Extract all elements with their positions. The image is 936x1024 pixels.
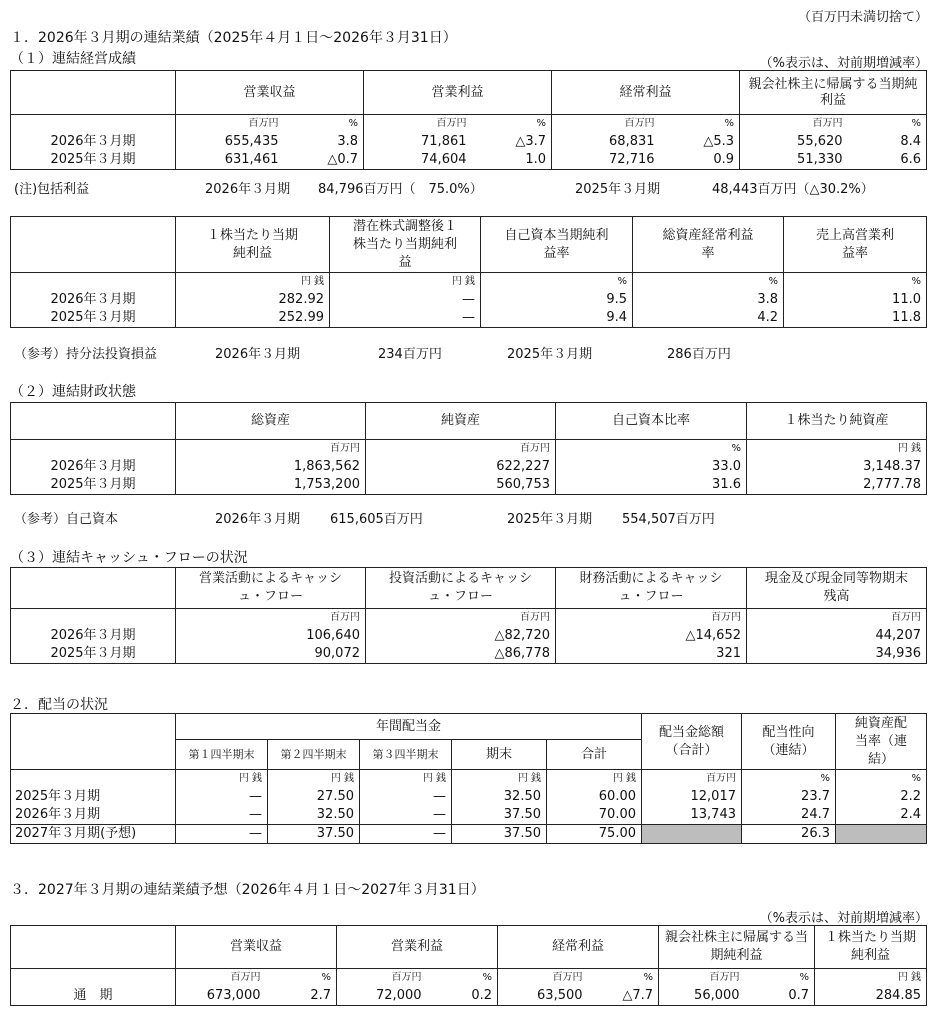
unit-cell: % xyxy=(836,770,927,789)
value-cell: 2,777.78 xyxy=(747,476,927,495)
forecast-title: ３．2027年３月期の連結業績予想（2026年４月１日～2027年３月31日） xyxy=(10,882,485,898)
unit-cell: 百万円 xyxy=(176,440,366,459)
value-cell: — xyxy=(176,788,268,806)
header-total-dividends: 配当金総額（合計） xyxy=(642,714,742,770)
header-equity-ratio: 自己資本比率 xyxy=(556,403,747,440)
value-cell: — xyxy=(360,825,452,844)
value-cell: 32.50 xyxy=(452,788,547,806)
row-label: 2025年３月期 xyxy=(11,788,176,806)
unit-cell: 百万円 xyxy=(366,440,556,459)
header-roa: 総資産経常利益率 xyxy=(633,217,784,273)
header-eps: １株当たり当期純利益 xyxy=(815,926,927,969)
header-net-income: 親会社株主に帰属する当期純利益 xyxy=(740,71,927,115)
unit-cell: 百万円 xyxy=(366,609,556,628)
value-cell: — xyxy=(330,309,481,328)
header-operating-revenue: 営業収益 xyxy=(176,71,364,115)
note-value-current: 615,605百万円 xyxy=(330,512,423,527)
shaded-cell xyxy=(642,825,742,844)
value-cell: 70.00 xyxy=(547,806,642,825)
row-label: 2025年３月期 xyxy=(11,151,176,170)
header-net-income: 親会社株主に帰属する当期純利益 xyxy=(659,926,815,969)
value-cell: 9.4 xyxy=(481,309,633,328)
note-value-prior: 554,507百万円 xyxy=(622,512,715,527)
value-cell: 74,604 xyxy=(364,151,472,170)
value-cell: 2.4 xyxy=(836,806,927,825)
value-cell: 9.5 xyxy=(481,291,633,309)
note-period-current: 2026年３月期 xyxy=(215,512,301,527)
value-cell: 68,831 xyxy=(609,134,655,149)
value-cell: 6.6 xyxy=(848,151,927,170)
value-cell: 11.8 xyxy=(784,309,927,328)
value-cell: 284.85 xyxy=(815,987,927,1006)
unit-cell: % xyxy=(481,273,633,292)
value-cell: 33.0 xyxy=(556,458,747,476)
row-label: 2025年３月期 xyxy=(11,309,176,328)
header-ordinary-profit: 経常利益 xyxy=(552,71,740,115)
label-cell xyxy=(11,440,176,459)
header-doe: 純資産配当率（連結） xyxy=(836,714,927,770)
table-row xyxy=(11,806,927,825)
unit-cell: 百万円 xyxy=(709,972,740,983)
unit-cell: 円 銭 xyxy=(360,770,452,789)
value-cell: 26.3 xyxy=(742,825,836,844)
table-row xyxy=(11,987,927,1006)
comprehensive-income-label: (注)包括利益 xyxy=(14,182,90,197)
row-label: 2025年３月期 xyxy=(11,476,176,495)
header-q2-end: 第２四半期末 xyxy=(268,740,360,770)
header-cash-balance: 現金及び現金同等物期末残高 xyxy=(747,568,927,609)
table-row xyxy=(11,825,927,844)
header-total: 合計 xyxy=(547,740,642,770)
value-cell: 560,753 xyxy=(366,476,556,495)
note-value-prior: 48,443百万円（△30.2%） xyxy=(712,182,874,197)
header-eps: １株当たり当期純利益 xyxy=(176,217,330,273)
corner-cell xyxy=(11,71,176,115)
value-cell: 75.00 xyxy=(547,825,642,844)
value-cell: △82,720 xyxy=(366,627,556,645)
unit-cell: % xyxy=(848,115,927,134)
note-value-current: 234百万円 xyxy=(378,347,442,362)
header-operating-margin: 売上高営業利益率 xyxy=(784,217,927,273)
label-cell xyxy=(11,115,176,134)
forecast-table xyxy=(10,925,927,1006)
unit-cell: 百万円 xyxy=(248,118,279,129)
value-cell: 51,330 xyxy=(740,151,848,170)
unit-cell: 円 銭 xyxy=(747,440,927,459)
unit-cell: % xyxy=(588,969,659,988)
row-label: 通 期 xyxy=(11,987,176,1006)
value-cell: 3,148.37 xyxy=(747,458,927,476)
corner-cell xyxy=(11,926,176,969)
value-cell: 673,000 xyxy=(176,987,266,1006)
pct-note: （%表示は、対前期増減率） xyxy=(759,56,928,71)
financial-position-table xyxy=(10,402,927,495)
dividends-title: ２．配当の状況 xyxy=(10,697,108,713)
row-label: 2026年３月期 xyxy=(11,627,176,645)
label-cell xyxy=(11,770,176,789)
value-cell: 55,620 xyxy=(797,134,843,149)
header-year-end: 期末 xyxy=(452,740,547,770)
value-cell: 8.4 xyxy=(848,133,927,151)
corner-cell xyxy=(11,217,176,273)
value-cell: 655,435 xyxy=(224,134,279,149)
value-cell: 4.2 xyxy=(633,309,784,328)
value-cell: 1,863,562 xyxy=(176,458,366,476)
corner-cell xyxy=(11,714,176,770)
header-total-assets: 総資産 xyxy=(176,403,366,440)
unit-cell: % xyxy=(427,969,498,988)
note-value-current: 84,796百万円（ 75.0%） xyxy=(318,182,483,197)
header-net-assets: 純資産 xyxy=(366,403,556,440)
value-cell: 622,227 xyxy=(366,458,556,476)
header-payout-ratio: 配当性向（連結） xyxy=(742,714,836,770)
value-cell: 44,207 xyxy=(747,627,927,645)
value-cell: 37.50 xyxy=(452,825,547,844)
value-cell: — xyxy=(176,806,268,825)
value-cell: △5.3 xyxy=(660,133,740,151)
value-cell: 631,461 xyxy=(176,151,284,170)
header-operating-profit: 営業利益 xyxy=(337,926,498,969)
pct-note: （%表示は、対前期増減率） xyxy=(759,911,928,926)
header-bps: １株当たり純資産 xyxy=(747,403,927,440)
value-cell: 31.6 xyxy=(556,476,747,495)
table-row xyxy=(11,309,927,328)
value-cell: — xyxy=(330,291,481,309)
unit-cell: 百万円 xyxy=(556,609,747,628)
unit-cell: % xyxy=(556,440,747,459)
value-cell: 63,500 xyxy=(498,987,588,1006)
value-cell: △7.7 xyxy=(588,987,659,1006)
table-row xyxy=(11,458,927,476)
value-cell: 3.8 xyxy=(284,133,364,151)
header-q3-end: 第３四半期末 xyxy=(360,740,452,770)
unit-cell: 百万円 xyxy=(552,972,583,983)
table-row xyxy=(11,151,927,170)
table-row xyxy=(11,133,927,151)
ratios-table xyxy=(10,216,927,328)
value-cell: 56,000 xyxy=(659,987,745,1006)
value-cell: 1,753,200 xyxy=(176,476,366,495)
unit-cell: % xyxy=(633,273,784,292)
value-cell: 72,716 xyxy=(552,151,660,170)
unit-cell: % xyxy=(745,969,815,988)
table-row xyxy=(11,645,927,664)
header-annual-dividend: 年間配当金 xyxy=(176,714,642,740)
note-period-current: 2026年３月期 xyxy=(205,182,291,197)
unit-cell: 百万円 xyxy=(624,118,655,129)
value-cell: △14,652 xyxy=(556,627,747,645)
equity-method-label: （参考）持分法投資損益 xyxy=(14,347,158,362)
unit-cell: 百万円 xyxy=(391,972,422,983)
value-cell: △3.7 xyxy=(472,133,552,151)
header-investing-cf: 投資活動によるキャッシュ・フロー xyxy=(366,568,556,609)
table-row xyxy=(11,291,927,309)
unit-cell: 円 銭 xyxy=(452,770,547,789)
header-roe: 自己資本当期純利益率 xyxy=(481,217,633,273)
value-cell: 23.7 xyxy=(742,788,836,806)
equity-label: （参考）自己資本 xyxy=(14,512,119,527)
value-cell: 252.99 xyxy=(176,309,330,328)
unit-cell: 百万円 xyxy=(176,609,366,628)
label-cell xyxy=(11,273,176,292)
note-period-prior: 2025年３月期 xyxy=(507,512,593,527)
value-cell: 71,861 xyxy=(421,134,467,149)
value-cell: 27.50 xyxy=(268,788,360,806)
unit-cell: 円 銭 xyxy=(815,969,927,988)
value-cell: 2.2 xyxy=(836,788,927,806)
header-ordinary-profit: 経常利益 xyxy=(498,926,659,969)
row-label: 2026年３月期 xyxy=(11,133,176,151)
unit-cell: 円 銭 xyxy=(176,273,330,292)
value-cell: 37.50 xyxy=(268,825,360,844)
value-cell: 2.7 xyxy=(266,987,337,1006)
value-cell: 282.92 xyxy=(176,291,330,309)
financial-position-title: （２）連結財政状態 xyxy=(10,384,136,400)
table-row xyxy=(11,476,927,495)
corner-cell xyxy=(11,403,176,440)
cash-flow-title: （３）連結キャッシュ・フローの状況 xyxy=(10,550,248,566)
value-cell: 13,743 xyxy=(642,806,742,825)
value-cell: △0.7 xyxy=(284,151,364,170)
value-cell: — xyxy=(360,788,452,806)
unit-cell: % xyxy=(784,273,927,292)
header-operating-revenue: 営業収益 xyxy=(176,926,337,969)
unit-cell: 百万円 xyxy=(436,118,467,129)
unit-cell: 百万円 xyxy=(230,972,261,983)
value-cell: — xyxy=(360,806,452,825)
unit-cell: 百万円 xyxy=(812,118,843,129)
value-cell: 24.7 xyxy=(742,806,836,825)
row-label: 2026年３月期 xyxy=(11,806,176,825)
dividends-table xyxy=(10,713,927,844)
value-cell: 72,000 xyxy=(337,987,427,1006)
value-cell: 37.50 xyxy=(452,806,547,825)
label-cell xyxy=(11,609,176,628)
unit-cell: % xyxy=(472,115,552,134)
value-cell: 0.7 xyxy=(745,987,815,1006)
unit-cell: % xyxy=(742,770,836,789)
value-cell: 11.0 xyxy=(784,291,927,309)
value-cell: — xyxy=(176,825,268,844)
value-cell: 90,072 xyxy=(176,645,366,664)
row-label: 2027年３月期(予想) xyxy=(11,825,176,844)
value-cell: 106,640 xyxy=(176,627,366,645)
section1-title: １．2026年３月期の連結業績（2025年４月１日～2026年３月31日） xyxy=(10,30,457,46)
row-label: 2026年３月期 xyxy=(11,291,176,309)
label-cell xyxy=(11,969,176,988)
table-row xyxy=(11,627,927,645)
header-operating-cf: 営業活動によるキャッシュ・フロー xyxy=(176,568,366,609)
note-period-prior: 2025年３月期 xyxy=(575,182,661,197)
header-diluted-eps: 潜在株式調整後１株当たり当期純利益 xyxy=(330,217,481,273)
corner-cell xyxy=(11,568,176,609)
shaded-cell xyxy=(836,825,927,844)
value-cell: 32.50 xyxy=(268,806,360,825)
value-cell: 0.2 xyxy=(427,987,498,1006)
value-cell: 34,936 xyxy=(747,645,927,664)
unit-cell: % xyxy=(660,115,740,134)
cash-flow-table xyxy=(10,567,927,664)
table-row xyxy=(11,788,927,806)
note-value-prior: 286百万円 xyxy=(667,347,731,362)
row-label: 2026年３月期 xyxy=(11,458,176,476)
header-q1-end: 第１四半期末 xyxy=(176,740,268,770)
value-cell: 3.8 xyxy=(633,291,784,309)
value-cell: 1.0 xyxy=(472,151,552,170)
value-cell: 321 xyxy=(556,645,747,664)
unit-cell: 円 銭 xyxy=(547,770,642,789)
value-cell: 0.9 xyxy=(660,151,740,170)
unit-cell: % xyxy=(284,115,364,134)
note-period-prior: 2025年３月期 xyxy=(507,347,593,362)
unit-cell: 円 銭 xyxy=(176,770,268,789)
unit-cell: 百万円 xyxy=(747,609,927,628)
results-table xyxy=(10,70,927,170)
consolidated-results-title: （１）連結経営成績 xyxy=(10,51,136,67)
value-cell: 60.00 xyxy=(547,788,642,806)
unit-cell: % xyxy=(266,969,337,988)
header-operating-profit: 営業利益 xyxy=(364,71,552,115)
value-cell: 12,017 xyxy=(642,788,742,806)
row-label: 2025年３月期 xyxy=(11,645,176,664)
unit-cell: 百万円 xyxy=(642,770,742,789)
note-period-current: 2026年３月期 xyxy=(215,347,301,362)
unit-note: （百万円未満切捨て） xyxy=(797,10,928,25)
value-cell: △86,778 xyxy=(366,645,556,664)
unit-cell: 円 銭 xyxy=(330,273,481,292)
header-financing-cf: 財務活動によるキャッシュ・フロー xyxy=(556,568,747,609)
unit-cell: 円 銭 xyxy=(268,770,360,789)
